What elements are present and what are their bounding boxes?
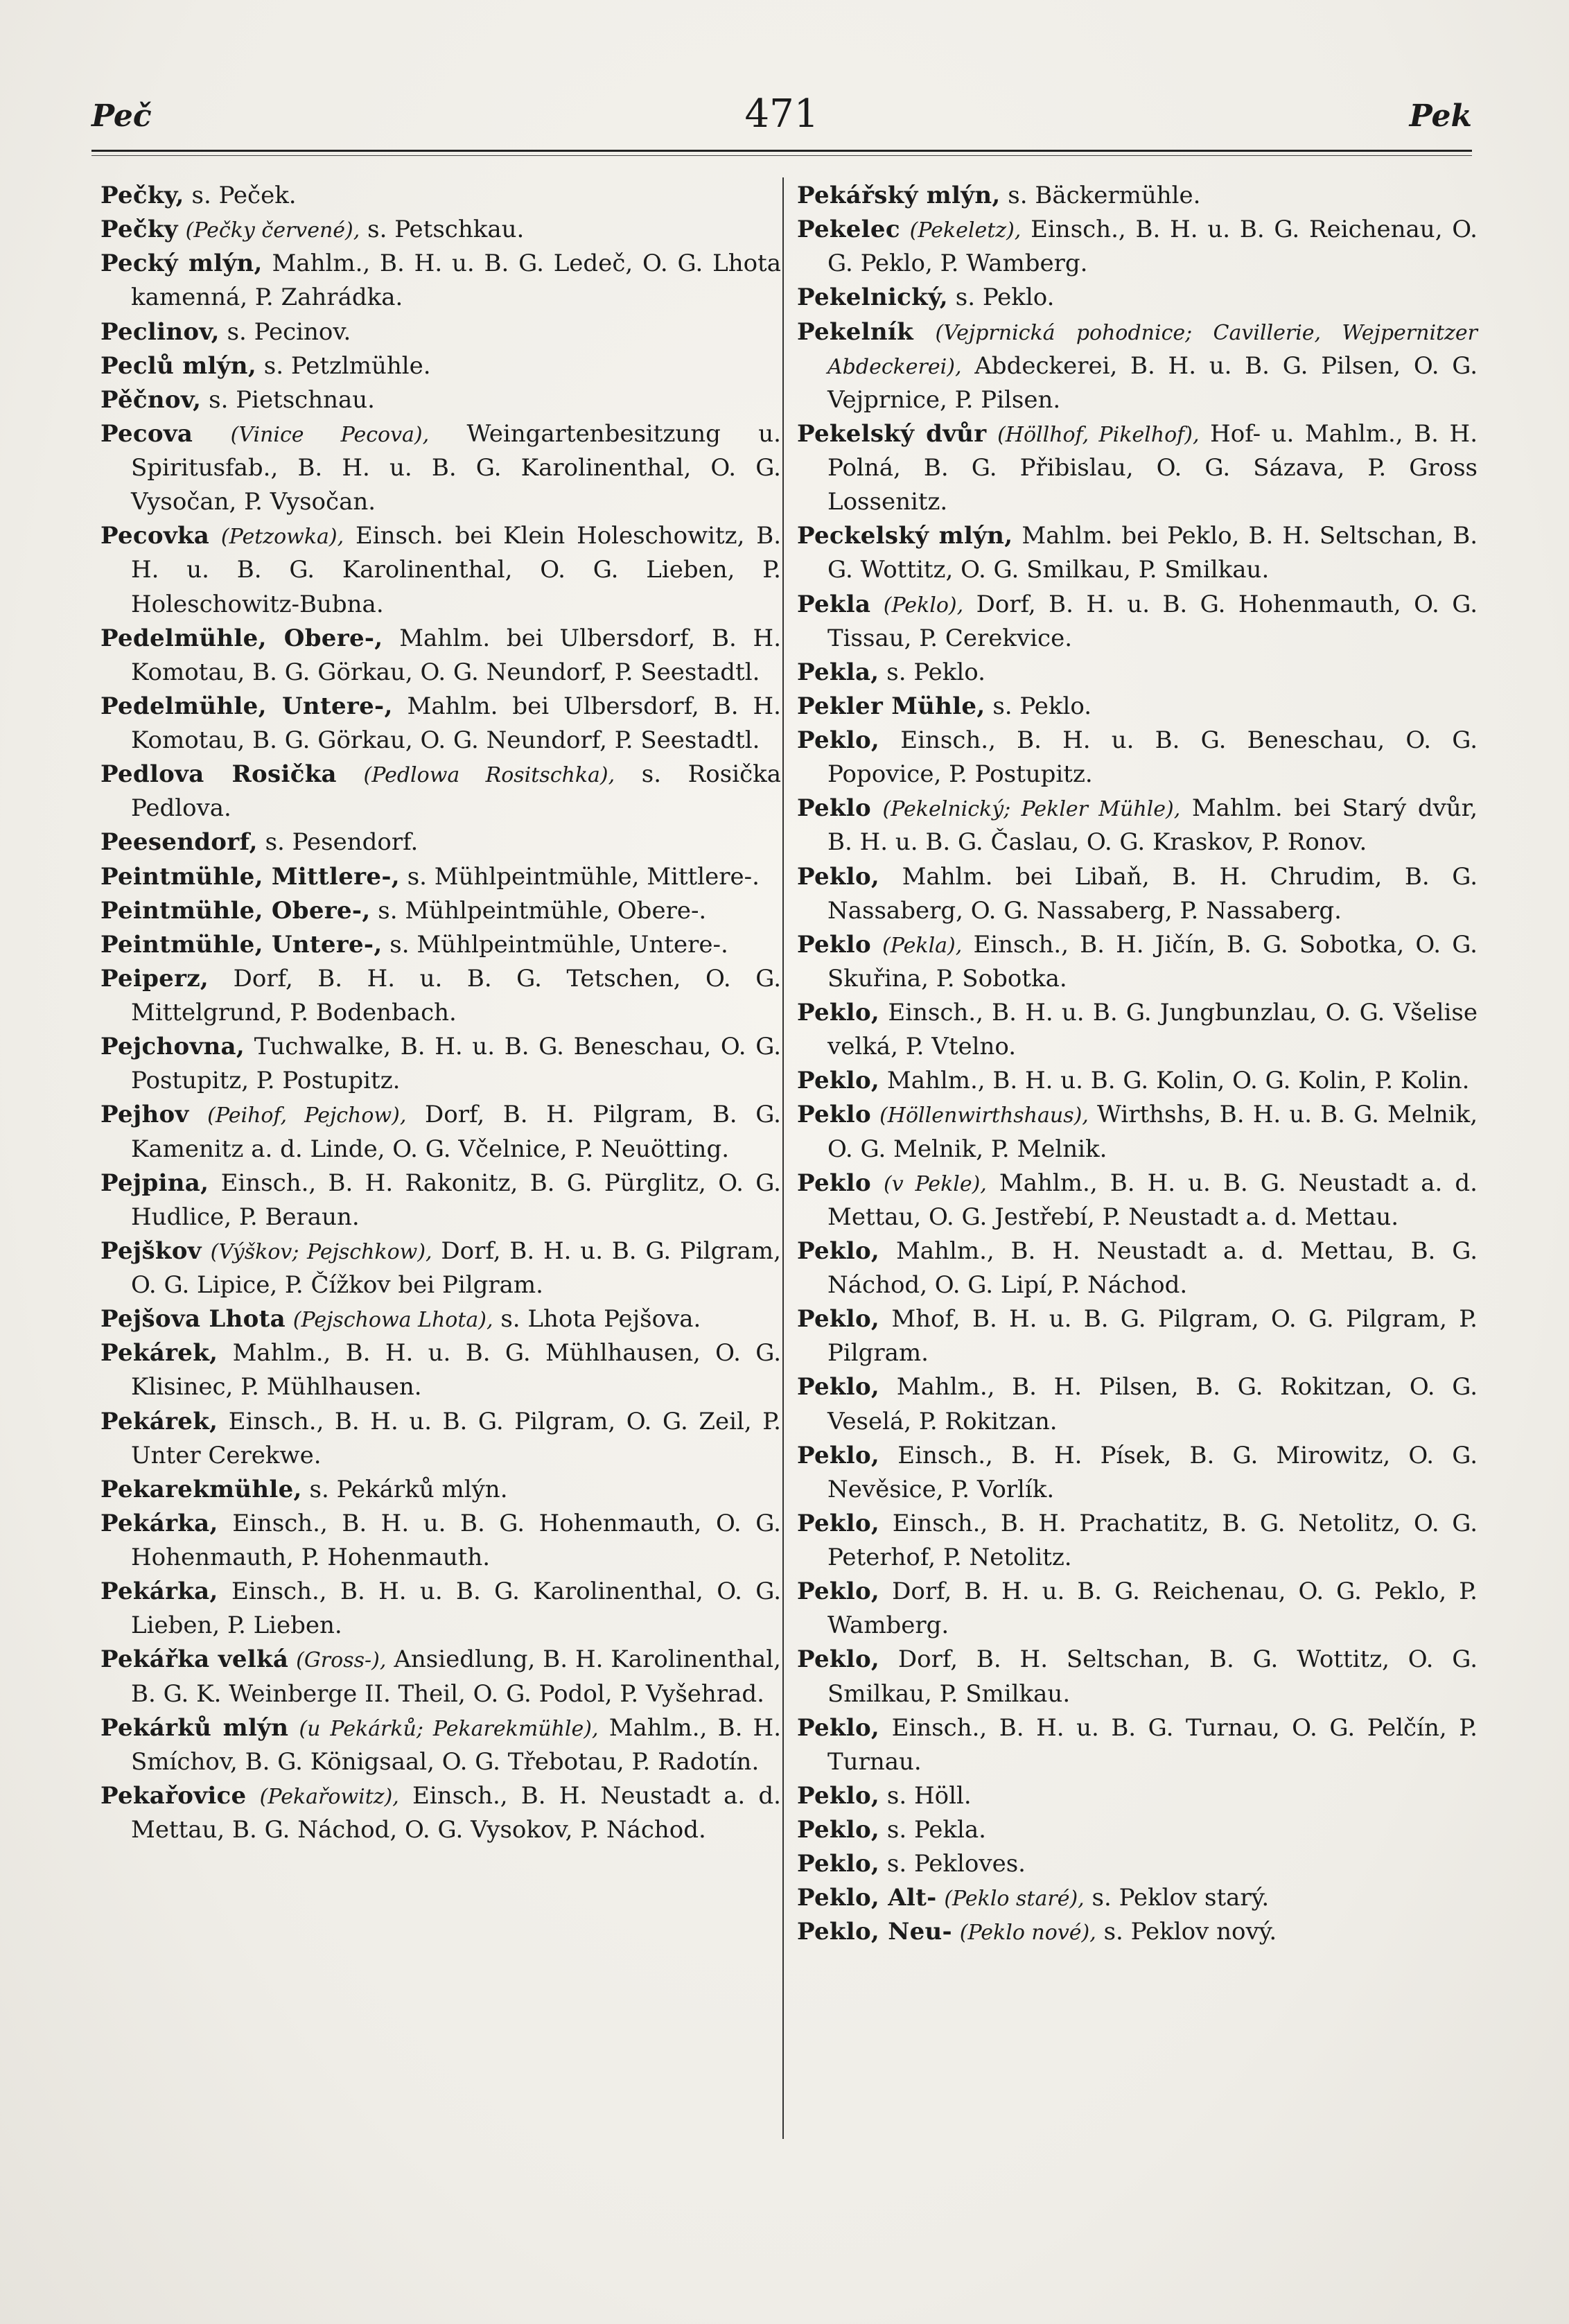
entry-text: Mahlm. bei Ulbersdorf, B. H. Komotau, B. G. Görkau, O. G. Neundorf, P. Seestadtl. [131,624,781,686]
entry-variant: (v Pekle), [884,1171,987,1196]
dictionary-entry [797,1915,1478,1949]
entry-headword: Peklo [797,794,871,823]
dictionary-entry [797,792,1478,859]
entry-variant: (Pedlowa Rositschka), [363,763,615,788]
entry-variant: (Pekla), [882,933,963,958]
dictionary-entry [100,1234,781,1302]
dictionary-entry [797,1813,1478,1847]
entry-text: s. Mühlpeintmühle, Mittlere-. [407,862,760,891]
header-right-guideword: Pek [1409,98,1472,134]
dictionary-entry [100,894,781,928]
entry-text: Dorf, B. H. u. B. G. Reichenau, O. G. Peklo, P. Wamberg. [827,1578,1478,1640]
entry-headword: Pekelnický, [797,283,948,312]
entry-headword: Peesendorf, [100,828,258,857]
entry-text: Mahlm. bei Ulbersdorf, B. H. Komotau, B. G. Görkau, O. G. Neundorf, P. Seestadtl. [131,692,781,754]
entry-text: Einsch., B. H. Neustadt a. d. Mettau, B. G. Náchod, O. G. Vysokov, P. Náchod. [131,1781,781,1844]
entry-headword: Peintmühle, Mittlere-, [100,862,400,891]
entry-variant: (Pejschowa Lhota), [292,1308,493,1333]
dictionary-entry [100,962,781,1030]
header-rule-thin [91,155,1472,156]
entry-headword: Peklo, [797,1509,880,1537]
dictionary-entry [100,519,781,621]
entry-headword: Peklo [797,930,871,959]
entry-headword: Pekla [797,590,871,618]
entry-variant: (Pekelnický; Pekler Mühle), [882,797,1181,822]
entry-text: Mahlm., B. H. u. B. G. Ledeč, O. G. Lhota kamenná, P. Zahrádka. [131,250,781,312]
entry-headword: Peklo, [797,1441,880,1469]
dictionary-entry [100,1575,781,1643]
entry-headword: Peklo, Alt- [797,1884,937,1912]
entry-text: Wirthshs, B. H. u. B. G. Melnik, O. G. Melnik, P. Melnik. [827,1101,1478,1163]
entry-text: Einsch., B. H. Jičín, B. G. Sobotka, O. G. Skuřina, P. Sobotka. [827,930,1478,993]
entry-variant: (Vejprnická pohodnice; Cavillerie, Wejpernitzer Abdeckerei), [827,320,1478,379]
entry-text: s. Pecinov. [227,317,351,346]
entry-text: Mhof, B. H. u. B. G. Pilgram, O. G. Pilgram, P. Pilgram. [827,1305,1478,1368]
entry-headword: Pekla, [797,658,879,686]
entry-headword: Peiperz, [100,964,209,993]
entry-text: s. Höll. [886,1781,972,1810]
entry-text: Mahlm., B. H. u. B. G. Mühlhausen, O. G. Klisinec, P. Mühlhausen. [131,1339,781,1401]
entry-headword: Peclů mlýn, [100,351,256,380]
dictionary-entry [797,1575,1478,1643]
entry-headword: Peklo, [797,1850,880,1878]
entry-text: s. Pietschnau. [209,385,375,414]
dictionary-entry [797,1507,1478,1575]
dictionary-entry [797,1847,1478,1881]
entry-headword: Pejšova Lhota [100,1305,286,1334]
dictionary-entry [797,1370,1478,1438]
entry-text: Einsch., B. H. u. B. G. Hohenmauth, O. G. Hohenmauth, P. Hohenmauth. [131,1509,781,1571]
entry-text: s. Pekla. [886,1816,986,1844]
dictionary-entry [100,825,781,859]
entry-text: s. Pekárků mlýn. [309,1475,508,1503]
entry-headword: Peklo, Neu- [797,1918,952,1946]
entry-variant: (Peklo nové), [959,1921,1096,1946]
entry-text: Einsch., B. H. Písek, B. G. Mirowitz, O. G. Nevěsice, P. Vorlík. [827,1441,1478,1503]
entry-text: s. Pesendorf. [265,828,419,857]
dictionary-entry [797,417,1478,519]
entry-headword: Pekárek, [100,1407,218,1435]
entry-headword: Pekárků mlýn [100,1713,289,1742]
header-rule [91,150,1472,152]
dictionary-entry [100,1302,781,1336]
entry-headword: Pecký mlýn, [100,250,263,278]
entry-headword: Pekářka velká [100,1645,289,1674]
entry-text: Mahlm., B. H. Pilsen, B. G. Rokitzan, O. G. Veselá, P. Rokitzan. [827,1373,1478,1435]
entry-text: s. Peklov nový. [1103,1918,1277,1946]
dictionary-entry [100,928,781,962]
entry-text: Abdeckerei, B. H. u. B. G. Pilsen, O. G. Vejprnice, P. Pilsen. [827,351,1478,414]
entry-headword: Peklo, [797,1578,880,1606]
header-left-guideword: Peč [91,98,152,134]
dictionary-entry [100,690,781,758]
dictionary-entry [797,1779,1478,1813]
entry-headword: Peklo, [797,1305,880,1334]
dictionary-entry [797,928,1478,996]
dictionary-entry [797,690,1478,724]
entry-headword: Pekárka, [100,1578,218,1606]
entry-headword: Peklo, [797,1373,880,1401]
dictionary-entry [100,349,781,383]
entry-headword: Pekářský mlýn, [797,182,1001,209]
entry-headword: Peklo, [797,1816,880,1844]
entry-variant: (Pekařowitz), [259,1784,399,1809]
entry-variant: (Pečky červené), [185,218,360,243]
entry-headword: Pekelec [797,216,900,244]
entry-text: s. Peklo. [955,283,1055,312]
entry-variant: (Höllenwirthshaus), [879,1103,1089,1128]
dictionary-entry [100,1405,781,1473]
entry-text: Einsch., B. H. u. B. G. Karolinenthal, O. G. Lieben, P. Lieben. [131,1578,782,1640]
entry-headword: Peklo, [797,726,880,754]
entry-variant: (Výškov; Pejschkow), [210,1239,432,1264]
entry-variant: (Peklo staré), [944,1887,1085,1912]
entry-headword: Pecova [100,419,193,448]
entry-text: Dorf, B. H. Pilgram, B. G. Kamenitz a. d. Linde, O. G. Včelnice, P. Neuötting. [131,1101,781,1163]
entry-variant: (Peihof, Pejchow), [207,1103,407,1128]
entry-text: Einsch., B. H. u. B. G. Reichenau, O. G. Peklo, P. Wamberg. [827,216,1478,278]
entry-text: Mahlm. bei Starý dvůr, B. H. u. B. G. Časlau, O. G. Kraskov, P. Ronov. [827,794,1478,857]
dictionary-entry [100,622,781,690]
entry-text: Einsch., B. H. u. B. G. Turnau, O. G. Pelčín, P. Turnau. [827,1713,1478,1776]
dictionary-entry [100,1030,781,1098]
dictionary-entry [100,213,781,247]
entry-text: Weingartenbesitzung u. Spiritusfab., B. H. u. B. G. Karolinenthal, O. G. Vysočan, P. Vysočan. [131,419,781,516]
entry-text: Hof- u. Mahlm., B. H. Polná, B. G. Přibislau, O. G. Sázava, P. Gross Lossenitz. [827,419,1478,516]
dictionary-entry [100,1167,781,1234]
dictionary-entry [797,996,1478,1064]
entry-text: s. Peček. [191,182,297,209]
entry-variant: (Vinice Pecova), [230,422,430,447]
entry-headword: Peintmühle, Untere-, [100,930,383,959]
dictionary-entry [797,1234,1478,1302]
dictionary-entry [797,1098,1478,1166]
left-column [100,179,781,1847]
dictionary-entry [797,315,1478,417]
entry-headword: Pečky, [100,182,184,209]
entry-text: s. Petzlmühle. [263,351,431,380]
entry-text: Einsch., B. H. Prachatitz, B. G. Netolitz, O. G. Peterhof, P. Netolitz. [827,1509,1478,1571]
dictionary-entry [797,1881,1478,1915]
entry-text: Tuchwalke, B. H. u. B. G. Beneschau, O. G. Postupitz, P. Postupitz. [131,1033,781,1095]
entry-text: s. Mühlpeintmühle, Untere-. [389,930,728,959]
entry-headword: Pekelský dvůr [797,419,987,448]
entry-variant: (Gross-), [296,1648,387,1673]
dictionary-entry [100,1779,781,1847]
dictionary-entry [100,179,781,213]
dictionary-entry [797,1439,1478,1507]
entry-headword: Peklo, [797,1645,880,1674]
entry-headword: Peklo [797,1169,871,1197]
dictionary-entry [100,1098,781,1166]
entry-headword: Peckelský mlýn, [797,522,1013,550]
entry-text: s. Lhota Pejšova. [500,1305,701,1334]
entry-text: Dorf, B. H. u. B. G. Tetschen, O. G. Mittelgrund, P. Bodenbach. [131,964,781,1026]
dictionary-entry [797,860,1478,928]
entry-headword: Pekler Mühle, [797,692,985,720]
entry-text: s. Rosička Pedlova. [131,760,781,823]
entry-variant: (Pekeletz), [909,218,1022,243]
entry-headword: Peklo, [797,1067,880,1095]
dictionary-entry [797,1167,1478,1234]
entry-variant: (u Pekárků; Pekarekmühle), [299,1716,599,1741]
dictionary-entry [797,1711,1478,1779]
dictionary-entry [797,213,1478,281]
entry-text: s. Peklov starý. [1092,1884,1270,1912]
dictionary-entry [100,758,781,825]
dictionary-entry [100,417,781,519]
entry-text: Einsch., B. H. u. B. G. Jungbunzlau, O. G. Všelise velká, P. Vtelno. [827,999,1478,1061]
dictionary-entry [100,1336,781,1404]
entry-variant: (Peklo), [883,593,964,618]
running-head [91,91,1472,147]
dictionary-entry [100,1643,781,1711]
entry-variant: (Höllhof, Pikelhof), [997,422,1200,447]
entry-text: Ansiedlung, B. H. Karolinenthal, B. G. K. Weinberge II. Theil, O. G. Podol, P. Vyšehrad. [131,1645,781,1708]
entry-headword: Pedelmühle, Obere-, [100,624,383,652]
entry-text: s. Peklo. [886,658,985,686]
entry-headword: Peklo, [797,1781,880,1810]
page-number: 471 [744,91,819,137]
entry-headword: Pekárek, [100,1339,218,1368]
dictionary-entry [100,247,781,315]
entry-headword: Pekařovice [100,1781,247,1810]
column-divider [782,177,784,2139]
dictionary-entry [797,724,1478,792]
entry-variant: (Petzowka), [220,525,344,550]
entry-headword: Pedlova Rosička [100,760,337,789]
entry-text: Mahlm., B. H. u. B. G. Neustadt a. d. Mettau, O. G. Jestřebí, P. Neustadt a. d. Mettau. [827,1169,1478,1231]
entry-text: Mahlm. bei Libaň, B. H. Chrudim, B. G. Nassaberg, O. G. Nassaberg, P. Nassaberg. [827,862,1478,925]
dictionary-entry [100,1473,781,1507]
dictionary-entry [797,656,1478,690]
entry-headword: Pekárka, [100,1509,218,1537]
entry-headword: Pecovka [100,522,210,550]
entry-text: Dorf, B. H. u. B. G. Pilgram, O. G. Lipice, P. Čížkov bei Pilgram. [131,1237,781,1299]
entry-headword: Pedelmühle, Untere-, [100,692,393,720]
entry-headword: Pečky [100,216,178,244]
right-column [797,179,1478,1950]
dictionary-entry [797,281,1478,315]
entry-headword: Pekarekmühle, [100,1475,302,1503]
dictionary-entry [100,1507,781,1575]
dictionary-entry [100,1711,781,1779]
entry-text: s. Petschkau. [367,216,525,244]
dictionary-entry [797,1302,1478,1370]
entry-text: Einsch., B. H. u. B. G. Beneschau, O. G. Popovice, P. Postupitz. [827,726,1478,789]
entry-headword: Pekelník [797,317,913,346]
entry-text: s. Pekloves. [886,1850,1026,1878]
dictionary-entry [100,315,781,349]
entry-headword: Peklo [797,1101,871,1129]
entry-text: Mahlm., B. H. Smíchov, B. G. Königsaal, O. G. Třebotau, P. Radotín. [131,1713,782,1776]
entry-headword: Peklo, [797,999,880,1026]
entry-text: Einsch. bei Klein Holeschowitz, B. H. u. B. G. Karolinenthal, O. G. Lieben, P. Holeschowitz-Bubna. [131,522,781,618]
entry-headword: Pejchovna, [100,1033,245,1061]
entry-headword: Pejhov [100,1101,189,1129]
entry-text: Mahlm. bei Peklo, B. H. Seltschan, B. G. Wottitz, O. G. Smilkau, P. Smilkau. [827,522,1478,584]
dictionary-entry [797,519,1478,587]
entry-headword: Peklo, [797,862,880,891]
entry-headword: Peintmühle, Obere-, [100,896,371,925]
dictionary-entry [797,1643,1478,1711]
dictionary-entry [797,1064,1478,1098]
entry-text: s. Bäckermühle. [1008,182,1201,209]
entry-text: s. Mühlpeintmühle, Obere-. [378,896,707,925]
entry-headword: Peklo, [797,1237,880,1265]
dictionary-entry [100,860,781,894]
dictionary-entry [797,588,1478,656]
entry-headword: Pěčnov, [100,385,202,414]
entry-text: Einsch., B. H. u. B. G. Pilgram, O. G. Zeil, P. Unter Cerekwe. [131,1407,781,1469]
entry-text: Mahlm., B. H. u. B. G. Kolin, O. G. Kolin, P. Kolin. [886,1067,1470,1095]
dictionary-entry [797,179,1478,213]
entry-text: Dorf, B. H. u. B. G. Hohenmauth, O. G. Tissau, P. Cerekvice. [827,590,1478,652]
entry-headword: Peklo, [797,1713,880,1742]
entry-headword: Pejpina, [100,1169,209,1197]
entry-text: Dorf, B. H. Seltschan, B. G. Wottitz, O. G. Smilkau, P. Smilkau. [827,1645,1478,1708]
entry-text: Einsch., B. H. Rakonitz, B. G. Pürglitz, O. G. Hudlice, P. Beraun. [131,1169,781,1231]
entry-text: Mahlm., B. H. Neustadt a. d. Mettau, B. G. Náchod, O. G. Lipí, P. Náchod. [827,1237,1478,1299]
entry-headword: Pejškov [100,1237,202,1265]
dictionary-entry [100,383,781,417]
entry-headword: Peclinov, [100,317,220,346]
entry-text: s. Peklo. [992,692,1092,720]
